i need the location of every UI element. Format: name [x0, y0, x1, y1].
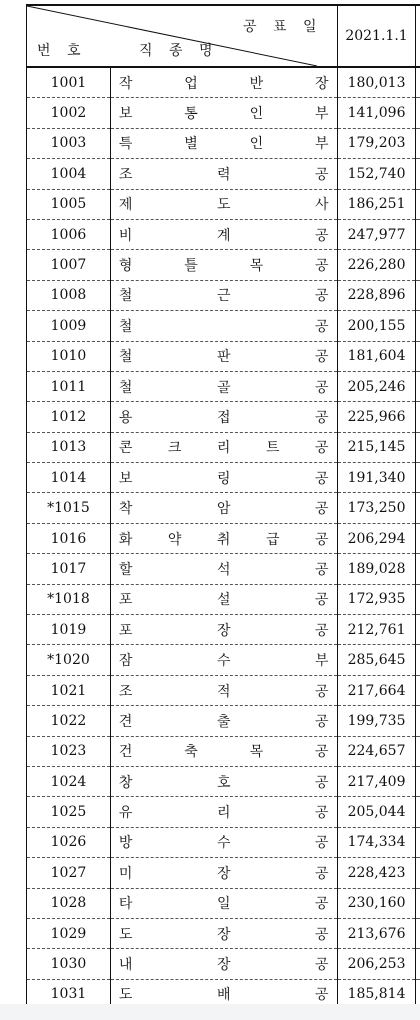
job-title	[110, 736, 337, 766]
job-title	[110, 189, 337, 219]
wage-value: 228,896	[337, 280, 416, 310]
job-title	[110, 918, 337, 948]
wage-value: 205,246	[337, 371, 416, 401]
bottom-strip	[0, 1004, 420, 1020]
job-title-text	[119, 103, 329, 123]
job-title-char: 급	[265, 531, 280, 548]
job-title	[110, 159, 337, 189]
job-title	[110, 250, 337, 280]
job-number: 1028	[27, 888, 111, 918]
wage-value: 172,935	[337, 584, 416, 614]
diagonal-header-cell	[27, 5, 338, 67]
job-title	[110, 827, 337, 857]
table-row	[27, 493, 420, 523]
table-row	[27, 645, 420, 675]
edge-cell	[416, 5, 420, 67]
job-number: 1007	[27, 250, 111, 280]
job-title-char: 공	[314, 865, 329, 882]
job-title-text	[119, 164, 329, 184]
wage-value: 213,676	[337, 918, 416, 948]
job-title	[110, 949, 337, 979]
job-title	[110, 219, 337, 249]
job-title-char: 부	[314, 136, 329, 153]
job-title-char: 포	[118, 622, 133, 639]
job-title-char: 보	[118, 470, 133, 487]
edge-cell	[416, 341, 420, 371]
job-title-char: 견	[118, 713, 133, 730]
job-title-char: 력	[216, 166, 231, 183]
job-title-text	[119, 984, 329, 1004]
job-title	[110, 402, 337, 432]
job-title-text	[119, 681, 329, 701]
job-title-char: 방	[118, 835, 133, 852]
job-title-text	[119, 377, 329, 397]
job-title-char: 링	[216, 470, 231, 487]
job-title-char: 골	[216, 379, 231, 396]
job-title-char: 일	[216, 896, 231, 913]
job-number: 1019	[27, 615, 111, 645]
job-title-char: 접	[216, 409, 231, 426]
wage-value: 174,334	[337, 827, 416, 857]
job-number: 1027	[27, 858, 111, 888]
job-title-char: 공	[314, 987, 329, 1004]
job-title-char: 건	[118, 744, 133, 761]
job-title-char: 도	[118, 987, 133, 1004]
wage-value: 199,735	[337, 706, 416, 736]
wage-value: 228,423	[337, 858, 416, 888]
wage-value: 185,814	[337, 979, 416, 1010]
edge-cell	[416, 523, 420, 553]
job-title-char: 배	[216, 987, 231, 1004]
table-row	[27, 311, 420, 341]
job-title-char: 업	[184, 75, 198, 92]
job-title-char: 부	[314, 106, 329, 123]
job-title-char: 철	[118, 379, 133, 396]
edge-cell	[416, 402, 420, 432]
edge-cell	[416, 645, 420, 675]
job-title-text	[119, 407, 329, 427]
table-row	[27, 675, 420, 705]
job-title-char: 공	[314, 258, 329, 275]
job-title-char: 설	[216, 592, 231, 609]
job-number: 1021	[27, 675, 111, 705]
job-title-text	[119, 346, 329, 366]
job-title	[110, 493, 337, 523]
job-title-char: 수	[216, 653, 231, 670]
job-title-char: 취	[216, 531, 231, 548]
job-title-char: 축	[184, 744, 198, 761]
edge-cell	[416, 159, 420, 189]
wage-value: 152,740	[337, 159, 416, 189]
table-row	[27, 159, 420, 189]
wage-value: 181,604	[337, 341, 416, 371]
wage-value: 206,294	[337, 523, 416, 553]
table-body	[27, 67, 420, 1010]
job-number: 1003	[27, 128, 111, 158]
edge-cell	[416, 189, 420, 219]
wage-value: 173,250	[337, 493, 416, 523]
job-title-char: 미	[118, 865, 133, 882]
table-row	[27, 67, 420, 98]
wage-table	[26, 4, 420, 1011]
job-number: 1002	[27, 98, 111, 128]
table-row	[27, 706, 420, 736]
job-title-char: 약	[167, 531, 182, 548]
table-row	[27, 827, 420, 857]
job-title-char: 부	[314, 653, 329, 670]
job-title-text	[119, 741, 329, 761]
date-header: 2021.1.1	[337, 5, 416, 67]
job-title-char: 리	[216, 805, 231, 822]
wage-value: 191,340	[337, 463, 416, 493]
table-row	[27, 280, 420, 310]
job-title-text	[119, 711, 329, 731]
job-title-char: 공	[314, 561, 329, 578]
table-row	[27, 219, 420, 249]
edge-cell	[416, 736, 420, 766]
edge-cell	[416, 554, 420, 584]
job-title-char: 별	[184, 136, 198, 153]
job-title	[110, 615, 337, 645]
wage-value: 189,028	[337, 554, 416, 584]
job-number: 1008	[27, 280, 111, 310]
wage-value: 217,409	[337, 766, 416, 796]
job-title-char: 타	[118, 896, 133, 913]
job-title-char: 공	[314, 379, 329, 396]
job-title-char: 철	[118, 288, 133, 305]
edge-cell	[416, 615, 420, 645]
job-title-text	[119, 133, 329, 153]
table-row	[27, 189, 420, 219]
job-title-char: 적	[216, 683, 231, 700]
table-row	[27, 432, 420, 462]
job-title-label: 직 종 명	[139, 43, 219, 59]
job-title-char: 제	[118, 197, 133, 214]
table-row	[27, 523, 420, 553]
edge-cell	[416, 797, 420, 827]
edge-cell	[416, 371, 420, 401]
job-title-char: 장	[216, 926, 231, 943]
job-title-char: 도	[118, 926, 133, 943]
job-number: 1030	[27, 949, 111, 979]
edge-cell	[416, 766, 420, 796]
job-title-char: 콘	[118, 440, 133, 457]
header-row	[27, 5, 420, 67]
job-title-char: 창	[118, 774, 133, 791]
job-number: 1016	[27, 523, 111, 553]
wage-value: 215,145	[337, 432, 416, 462]
job-title-char: 인	[249, 136, 264, 153]
job-title	[110, 766, 337, 796]
table-row	[27, 918, 420, 948]
number-label: 번 호	[37, 43, 87, 59]
table-row	[27, 250, 420, 280]
job-title	[110, 432, 337, 462]
edge-cell	[416, 918, 420, 948]
job-title-char: 공	[314, 318, 329, 335]
wage-value: 205,044	[337, 797, 416, 827]
job-title	[110, 341, 337, 371]
job-title-char: 근	[216, 288, 231, 305]
job-number: 1011	[27, 371, 111, 401]
job-title-char: 공	[314, 926, 329, 943]
job-title-char: 반	[249, 75, 264, 92]
job-title	[110, 584, 337, 614]
job-title-char: 공	[314, 349, 329, 366]
job-number: 1009	[27, 311, 111, 341]
table-row	[27, 463, 420, 493]
wage-value: 179,203	[337, 128, 416, 158]
job-title-char: 공	[314, 805, 329, 822]
job-title-char: 장	[216, 622, 231, 639]
job-title-text	[119, 863, 329, 883]
job-title-char: 공	[314, 409, 329, 426]
wage-value: 217,664	[337, 675, 416, 705]
table-row	[27, 949, 420, 979]
edge-cell	[416, 250, 420, 280]
job-number: 1004	[27, 159, 111, 189]
job-title-char: 장	[314, 75, 329, 92]
edge-cell	[416, 949, 420, 979]
announce-date-label: 공 표 일	[243, 19, 323, 35]
job-number: 1031	[27, 979, 111, 1010]
job-title-text	[119, 225, 329, 245]
job-title-char: 장	[216, 957, 231, 974]
job-title-char: 철	[118, 318, 133, 335]
job-title-char: 보	[118, 106, 133, 123]
job-title-text	[119, 255, 329, 275]
job-title	[110, 311, 337, 341]
wage-value: 206,253	[337, 949, 416, 979]
job-title-char: 출	[216, 713, 231, 730]
edge-cell	[416, 675, 420, 705]
job-title-text	[119, 285, 329, 305]
job-title-char: 계	[216, 227, 231, 244]
edge-cell	[416, 219, 420, 249]
table-row	[27, 371, 420, 401]
job-title-char: 리	[216, 440, 231, 457]
job-number: 1006	[27, 219, 111, 249]
job-title-text	[119, 559, 329, 579]
job-number: 1023	[27, 736, 111, 766]
job-title	[110, 371, 337, 401]
job-title-char: 잠	[118, 653, 133, 670]
job-title-char: 수	[216, 835, 231, 852]
edge-cell	[416, 98, 420, 128]
job-title	[110, 554, 337, 584]
table-row	[27, 128, 420, 158]
table-row	[27, 888, 420, 918]
job-number: 1025	[27, 797, 111, 827]
job-title-text	[119, 802, 329, 822]
edge-cell	[416, 888, 420, 918]
job-title-char: 사	[314, 197, 329, 214]
job-title-char: 공	[314, 683, 329, 700]
wage-value: 247,977	[337, 219, 416, 249]
job-title-char: 공	[314, 166, 329, 183]
table-row	[27, 554, 420, 584]
job-title	[110, 98, 337, 128]
job-number: *1018	[27, 584, 111, 614]
job-title-char: 공	[314, 713, 329, 730]
edge-cell	[416, 432, 420, 462]
job-title-char: 틀	[184, 258, 198, 275]
edge-cell	[416, 584, 420, 614]
job-number: 1014	[27, 463, 111, 493]
job-title-char: 도	[216, 197, 231, 214]
job-title-char: 판	[216, 349, 231, 366]
job-title	[110, 706, 337, 736]
table-row	[27, 402, 420, 432]
table-row	[27, 615, 420, 645]
edge-cell	[416, 128, 420, 158]
job-title-char: 트	[265, 440, 280, 457]
job-number: *1020	[27, 645, 111, 675]
job-title-text	[119, 620, 329, 640]
job-title-char: 목	[249, 258, 264, 275]
edge-cell	[416, 463, 420, 493]
edge-cell	[416, 280, 420, 310]
job-title-char: 공	[314, 622, 329, 639]
job-title-char: 공	[314, 501, 329, 518]
job-title-char: 화	[118, 531, 133, 548]
job-title-char: 용	[118, 409, 133, 426]
job-title-text	[119, 468, 329, 488]
job-title-char: 비	[118, 227, 133, 244]
job-title	[110, 858, 337, 888]
job-number: 1013	[27, 432, 111, 462]
job-title	[110, 645, 337, 675]
wage-value: 226,280	[337, 250, 416, 280]
job-title-char: 공	[314, 470, 329, 487]
job-title-char: 목	[249, 744, 264, 761]
job-title-char: 조	[118, 166, 133, 183]
table-row	[27, 341, 420, 371]
table-row	[27, 98, 420, 128]
job-title	[110, 675, 337, 705]
job-title-text	[119, 73, 329, 93]
wage-value: 141,096	[337, 98, 416, 128]
job-title-char: 특	[118, 136, 133, 153]
job-title-text	[119, 924, 329, 944]
job-title-char: 공	[314, 774, 329, 791]
job-title-char: 포	[118, 592, 133, 609]
job-title-char: 호	[216, 774, 231, 791]
job-number: 1029	[27, 918, 111, 948]
job-title-char: 공	[314, 288, 329, 305]
job-title-text	[119, 498, 329, 518]
job-title-char: 공	[314, 531, 329, 548]
job-number: 1017	[27, 554, 111, 584]
job-number: 1012	[27, 402, 111, 432]
job-title-char: 공	[314, 835, 329, 852]
wage-value: 230,160	[337, 888, 416, 918]
job-title-char: 크	[167, 440, 182, 457]
job-title-char: 착	[118, 501, 133, 518]
job-title	[110, 280, 337, 310]
job-title-char: 공	[314, 592, 329, 609]
wage-value: 285,645	[337, 645, 416, 675]
job-title-text	[119, 529, 329, 549]
job-number: 1024	[27, 766, 111, 796]
table-row	[27, 584, 420, 614]
job-title	[110, 797, 337, 827]
table-row	[27, 736, 420, 766]
job-title-char: 공	[314, 227, 329, 244]
job-title-char: 공	[314, 440, 329, 457]
job-title-char: 공	[314, 957, 329, 974]
wage-value: 180,013	[337, 67, 416, 98]
job-title-text	[119, 893, 329, 913]
edge-cell	[416, 67, 420, 98]
job-number: 1005	[27, 189, 111, 219]
edge-cell	[416, 706, 420, 736]
job-title-char: 형	[118, 258, 133, 275]
wage-value: 224,657	[337, 736, 416, 766]
job-title-char: 석	[216, 561, 231, 578]
job-title-char: 암	[216, 501, 231, 518]
wage-value: 212,761	[337, 615, 416, 645]
edge-cell	[416, 827, 420, 857]
job-title-text	[119, 194, 329, 214]
job-title-char: 철	[118, 349, 133, 366]
edge-cell	[416, 493, 420, 523]
job-title-char: 공	[314, 744, 329, 761]
job-title-char: 통	[184, 106, 198, 123]
job-title-char: 내	[118, 957, 133, 974]
job-title	[110, 67, 337, 98]
table-row	[27, 766, 420, 796]
job-number: 1001	[27, 67, 111, 98]
job-title	[110, 888, 337, 918]
job-title-text	[119, 832, 329, 852]
job-title	[110, 128, 337, 158]
job-number: 1026	[27, 827, 111, 857]
job-title-char: 작	[118, 75, 133, 92]
wage-value: 225,966	[337, 402, 416, 432]
job-title	[110, 523, 337, 553]
job-title-text	[119, 954, 329, 974]
job-title-text	[119, 316, 329, 336]
job-title-char: 할	[118, 561, 133, 578]
job-title-char: 조	[118, 683, 133, 700]
wage-value: 186,251	[337, 189, 416, 219]
job-title	[110, 463, 337, 493]
job-number: 1022	[27, 706, 111, 736]
edge-cell	[416, 311, 420, 341]
table-row	[27, 797, 420, 827]
job-title-char: 장	[216, 865, 231, 882]
job-title-char: 인	[249, 106, 264, 123]
job-title-char: 공	[314, 896, 329, 913]
job-title-text	[119, 650, 329, 670]
job-title-text	[119, 589, 329, 609]
job-title-text	[119, 772, 329, 792]
table-row	[27, 858, 420, 888]
job-title-char: 유	[118, 805, 133, 822]
job-title-text	[119, 437, 329, 457]
edge-cell	[416, 858, 420, 888]
wage-value: 200,155	[337, 311, 416, 341]
job-number: *1015	[27, 493, 111, 523]
job-number: 1010	[27, 341, 111, 371]
